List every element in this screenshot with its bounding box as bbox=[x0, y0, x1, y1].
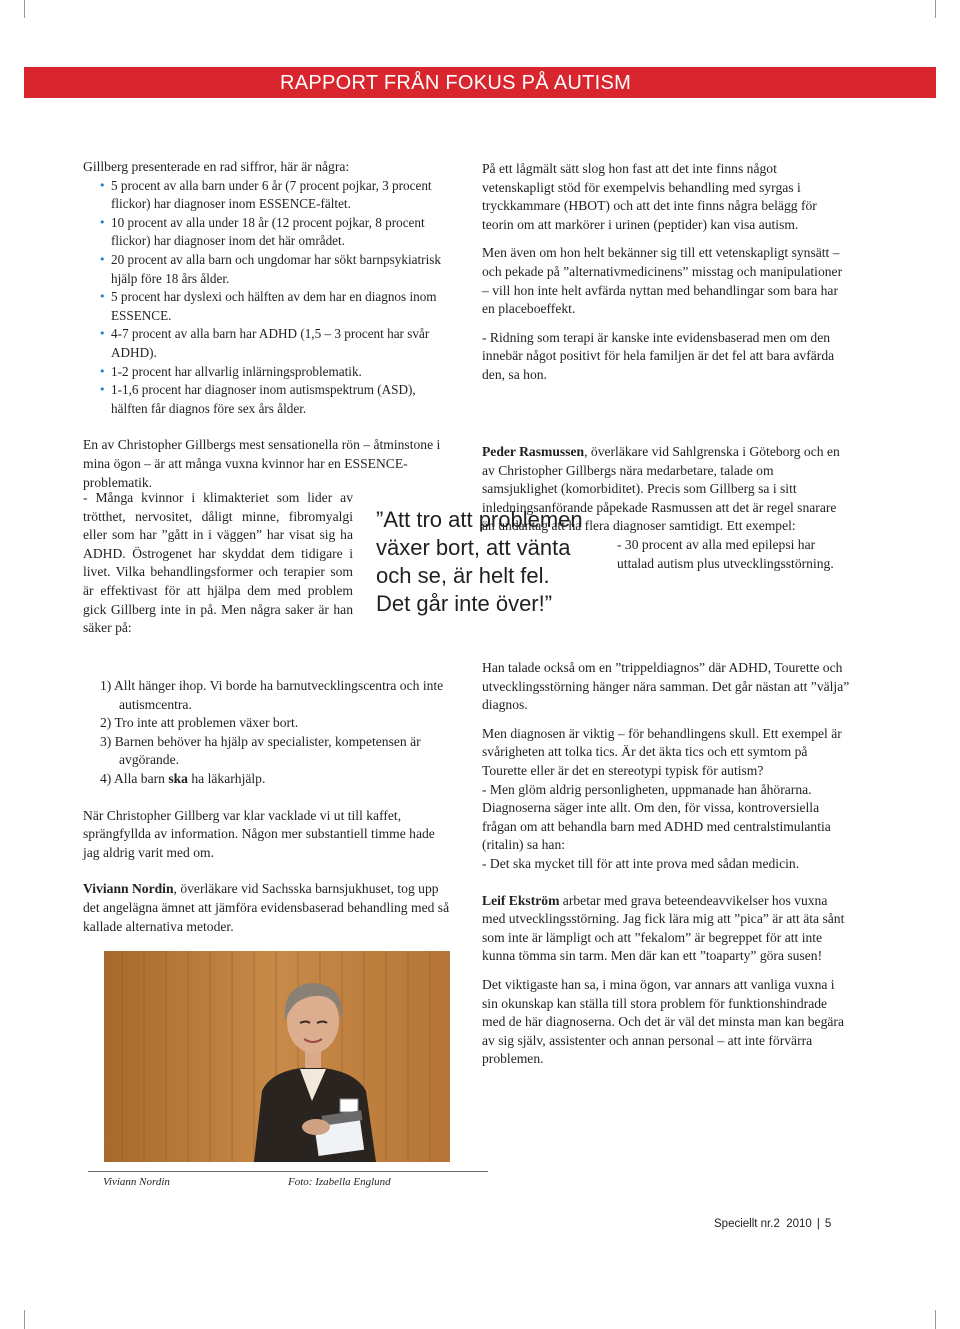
page-footer bbox=[714, 1218, 831, 1230]
left-column-narrow bbox=[83, 489, 353, 638]
paragraph-triple: Han talade också om en ”trippeldiagnos” där ADHD, Tourette och utvecklingsstörning hänger nära samman. Det går nästan att ”välja” diagnos. bbox=[482, 660, 850, 713]
paragraph-science: Men även om hon helt bekänner sig till ett vetenskapligt synsätt – och pekade på ”alternativmedicinens” misstag och manipulationer – vill hon inte helt avfärda nyttan med behandlingar som bara har en placeboeffekt. bbox=[482, 245, 843, 317]
crop-mark bbox=[24, 0, 25, 18]
paragraph-ritalin: - Det ska mycket till för att inte prova med sådan medicin. bbox=[482, 855, 800, 871]
paragraph-hbot: På ett lågmält sätt slog hon fast att det inte finns något vetenskapligt stöd för exempelvis behandling med syrgas i tryckkammare (HBOT) och att det inte finns några belägg för teorin om att markörer i urinen (peptider) kan visa autism. bbox=[482, 161, 817, 232]
footer-separator: | bbox=[816, 1218, 820, 1230]
paragraph-women: - Många kvinnor i klimakteriet som lider av trötthet, nervositet, dåligt minne, fibromyalgi eller som har ”gått in i väggen” har visat sig ha ADHD. Östrogenet har skyddat dem tidigare i livet. Vilka behandlingsformer och terapier som är effektivast för att hjälpa dem med problem gick Gillberg inte in på. Men några saker är han säker på: bbox=[83, 490, 353, 636]
portrait-illustration bbox=[104, 951, 450, 1162]
paragraph-coffee: När Christopher Gillberg var klar vacklade vi ut till kaffet, sprängfyllda av information. Någon mer substantiell timme hade jag aldrig varit med om. bbox=[83, 807, 435, 860]
stat-item: • 4-7 procent av alla barn har ADHD (1,5 – 3 procent har svår ADHD). bbox=[83, 325, 451, 362]
right-column-peder bbox=[482, 443, 850, 573]
stat-item: • 1-2 procent har allvarlig inlärningsproblematik. bbox=[83, 363, 451, 382]
header-banner bbox=[24, 67, 936, 98]
photo-caption-credit: Foto: Izabella Englund bbox=[288, 1176, 391, 1188]
paragraph-sensational: En av Christopher Gillbergs mest sensationella rön – åtminstone i mina ögon – är att många vuxna kvinnor har en ESSENCE-problematik. bbox=[83, 437, 441, 490]
speaker-name: Peder Rasmussen bbox=[482, 444, 585, 459]
paragraph-person: - Men glöm aldrig personligheten, uppmanade han åhörarna. Diagnoserna säger inte allt. Om den, för vissa, kontroversiella frågan om att behandla barn med ADHD med centralstimulantia (ritalin) sa han: bbox=[482, 781, 831, 853]
quote-line: växer bort, att vänta bbox=[376, 535, 571, 560]
left-column-lower bbox=[83, 677, 451, 936]
quote-line: och se, är helt fel. bbox=[376, 563, 550, 588]
stats-list bbox=[83, 177, 451, 419]
section-title: RAPPORT FRÅN FOKUS PÅ AUTISM bbox=[280, 72, 632, 94]
paragraph-peder: Peder Rasmussen, överläkare vid Sahlgrenska i Göteborg och en av Christopher Gillbergs nära medarbetare, talade om samsjuklighet (komorbiditet). Precis som Gillberg sa i sitt inledningsanförande påpekade Rasmussen att det är regel snarare än undantag att ha flera diagnoser samtidigt. Ett exempel: bbox=[482, 444, 840, 534]
paragraph-riding: - Ridning som terapi är kanske inte evidensbaserad men om den innebär något positivt för hela familjen är det fel att bara avfärda den, sa hon. bbox=[482, 329, 835, 382]
paragraph-leif: Leif Ekström arbetar med grava beteendeavvikelser hos vuxna med utvecklingsstörning. Jag fick lära mig att ”pica” är att äta sånt som inte är lämpligt och att ”fekalom” är begreppet för att inte kunna tömma sin tarm. Men där kan ett ”toaparty” göra susen! bbox=[482, 892, 845, 964]
list-item: 2) Tro inte att problemen växer bort. bbox=[100, 715, 299, 731]
stat-item: • 10 procent av alla under 18 år (12 procent pojkar, 8 procent flickor) har diagnoser inom det här området. bbox=[83, 214, 451, 251]
paragraph-last: Det viktigaste han sa, i mina ögon, var annars att vanliga vuxna i sin okunskap kan ställa till stora problem för funktionshindrade med de här diagnoserna. Och det är väl det minsta man kan begära av sig själv, assistenter och annan personal – att inte förvärra problemen. bbox=[482, 976, 844, 1067]
list-item: 4) Alla barn ska ha läkarhjälp. bbox=[100, 770, 266, 786]
numbered-list bbox=[83, 677, 451, 789]
stat-item: • 20 procent av alla barn och ungdomar har sökt barnpsykiatrisk hjälp före 18 års ålder. bbox=[83, 251, 451, 288]
crop-mark bbox=[24, 1310, 25, 1329]
caption-rule bbox=[88, 1171, 488, 1172]
left-column bbox=[83, 158, 451, 492]
portrait-photo bbox=[104, 951, 450, 1162]
stat-item: • 1-1,6 procent har diagnoser inom autismspektrum (ASD), hälften får diagnos före sex års ålder. bbox=[83, 381, 451, 418]
stats-intro: Gillberg presenterade en rad siffror, här är några: bbox=[83, 159, 350, 174]
paragraph-tics: Men diagnosen är viktig – för behandlingens skull. Ett exempel är svårigheten att tolka tics. Är det äkta tics och ett symtom på Tourette eller är det en stereotypi typisk för autism? bbox=[482, 725, 842, 778]
crop-mark bbox=[935, 0, 936, 18]
quote-line: Det går inte över!” bbox=[376, 591, 553, 616]
list-item: 3) Barnen behöver ha hjälp av specialister, kompetensen är avgörande. bbox=[100, 733, 421, 768]
stat-item: • 5 procent av alla barn under 6 år (7 procent pojkar, 3 procent flickor) har diagnoser inom ESSENCE-fältet. bbox=[83, 177, 451, 214]
peder-example: - 30 procent av alla med epilepsi har uttalad autism plus utvecklingsstörning. bbox=[617, 536, 834, 571]
stat-item: • 5 procent har dyslexi och hälften av dem har en diagnos inom ESSENCE. bbox=[83, 288, 451, 325]
quote-line: ”Att tro att problemen bbox=[376, 507, 583, 532]
crop-mark bbox=[935, 1310, 936, 1329]
page-number: 5 bbox=[824, 1218, 832, 1230]
speaker-name: Leif Ekström bbox=[482, 892, 560, 908]
speaker-name: Viviann Nordin bbox=[83, 881, 174, 897]
publication-year: 2010 bbox=[786, 1218, 812, 1230]
paragraph-nordin: Viviann Nordin, överläkare vid Sachsska barnsjukhuset, tog upp det angelägna ämnet att jämföra evidensbaserad behandling med så kallade alternativa metoder. bbox=[83, 881, 450, 934]
list-item: 1) Allt hänger ihop. Vi borde ha barnutvecklingscentra och inte autismcentra. bbox=[100, 678, 444, 712]
publication-name: Speciellt nr.2 bbox=[714, 1218, 780, 1230]
right-column bbox=[482, 160, 850, 385]
right-column-lower bbox=[482, 659, 850, 1069]
photo-caption-name: Viviann Nordin bbox=[103, 1176, 170, 1188]
